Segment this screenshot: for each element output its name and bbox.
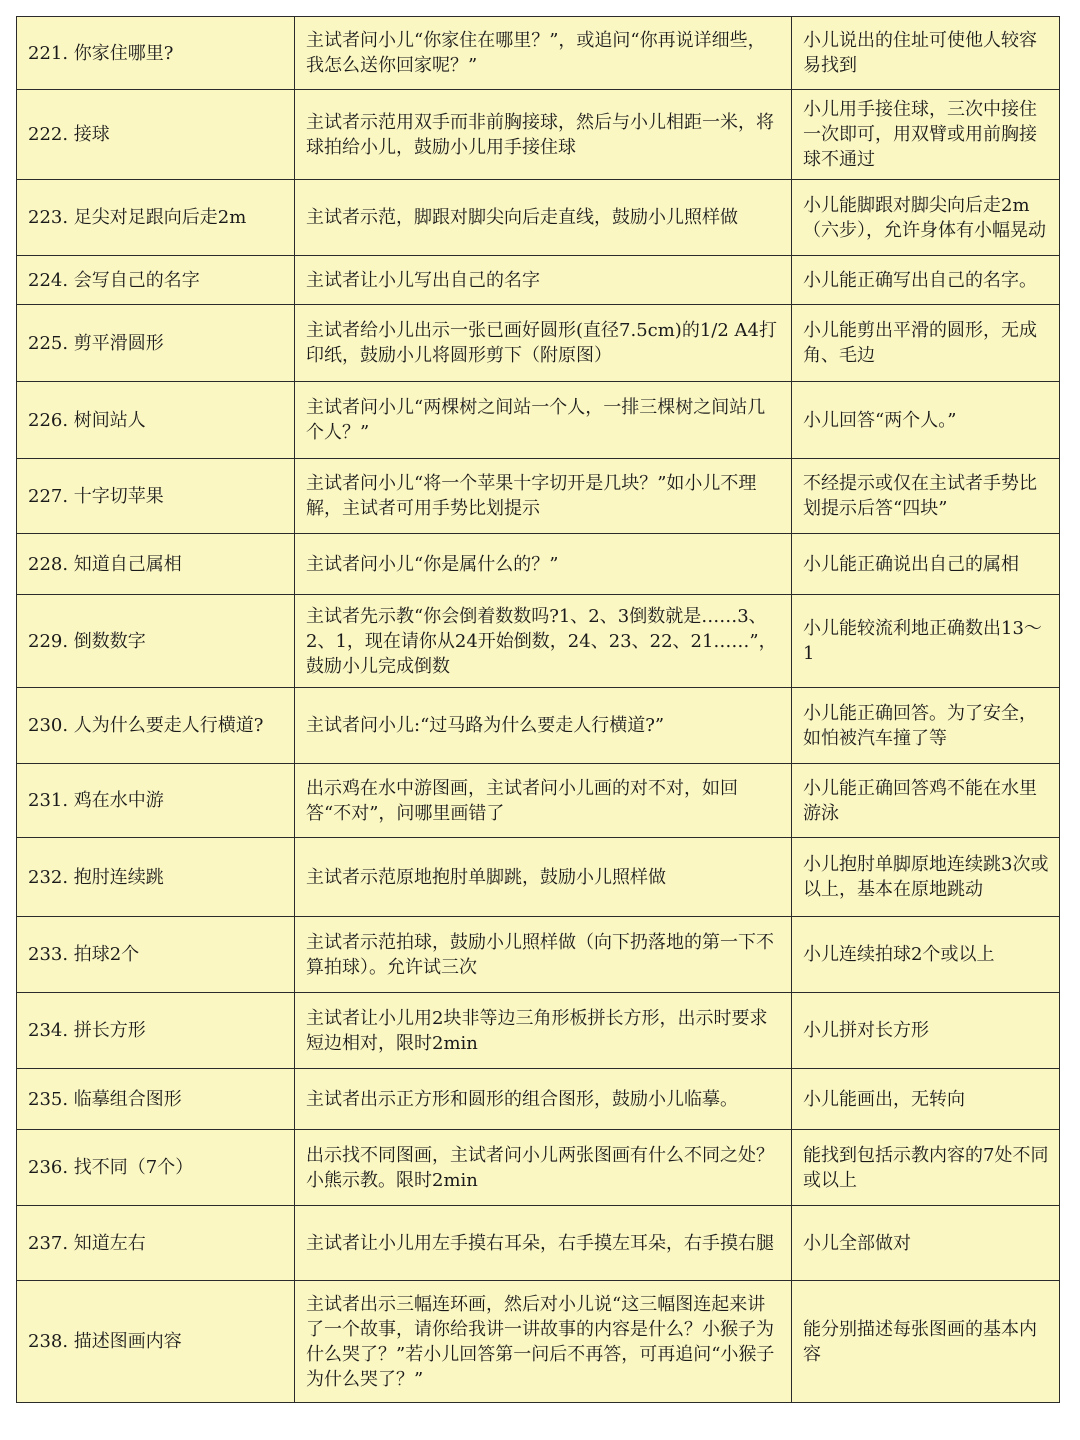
table-row [17, 534, 1060, 595]
pass-criterion-cell: 小儿抱肘单脚原地连续跳3次或以上，基本在原地跳动 [792, 838, 1060, 917]
item-name-cell: 227. 十字切苹果 [17, 459, 295, 534]
test-method-cell: 主试者问小儿“将一个苹果十字切开是几块？”如小儿不理解，主试者可用手势比划提示 [295, 459, 792, 534]
pass-criterion-cell: 小儿能脚跟对脚尖向后走2m（六步），允许身体有小幅晃动 [792, 180, 1060, 256]
test-method-cell: 出示鸡在水中游图画，主试者问小儿画的对不对，如回答“不对”，问哪里画错了 [295, 764, 792, 838]
pass-criterion-cell: 能找到包括示教内容的7处不同或以上 [792, 1130, 1060, 1206]
test-method-cell: 主试者让小儿用2块非等边三角形板拼长方形，出示时要求短边相对，限时2min [295, 993, 792, 1069]
table-row [17, 17, 1060, 90]
pass-criterion-cell: 小儿用手接住球，三次中接住一次即可，用双臂或用前胸接球不通过 [792, 90, 1060, 180]
item-name-cell: 229. 倒数数字 [17, 595, 295, 688]
pass-criterion-cell: 小儿能正确回答鸡不能在水里游泳 [792, 764, 1060, 838]
pass-criterion-cell: 小儿能正确说出自己的属相 [792, 534, 1060, 595]
pass-criterion-cell: 小儿拼对长方形 [792, 993, 1060, 1069]
pass-criterion-cell: 小儿能正确写出自己的名字。 [792, 256, 1060, 305]
table-row [17, 688, 1060, 764]
test-method-cell: 主试者问小儿“两棵树之间站一个人，一排三棵树之间站几个人？” [295, 382, 792, 459]
table-row [17, 764, 1060, 838]
item-name-cell: 224. 会写自己的名字 [17, 256, 295, 305]
table-row [17, 917, 1060, 993]
pass-criterion-cell: 小儿能剪出平滑的圆形，无成角、毛边 [792, 305, 1060, 382]
item-name-cell: 231. 鸡在水中游 [17, 764, 295, 838]
item-name-cell: 228. 知道自己属相 [17, 534, 295, 595]
pass-criterion-cell: 小儿能较流利地正确数出13～1 [792, 595, 1060, 688]
table-row [17, 305, 1060, 382]
test-method-cell: 主试者示范用双手而非前胸接球，然后与小儿相距一米，将球拍给小儿，鼓励小儿用手接住球 [295, 90, 792, 180]
pass-criterion-cell: 小儿说出的住址可使他人较容易找到 [792, 17, 1060, 90]
test-method-cell: 主试者先示教“你会倒着数数吗?1、2、3倒数就是……3、2、1，现在请你从24开始倒数，24、23、22、21……”，鼓励小儿完成倒数 [295, 595, 792, 688]
pass-criterion-cell: 不经提示或仅在主试者手势比划提示后答“四块” [792, 459, 1060, 534]
item-name-cell: 234. 拼长方形 [17, 993, 295, 1069]
assessment-table [16, 16, 1060, 1403]
table-row [17, 838, 1060, 917]
table-row [17, 256, 1060, 305]
table-row [17, 1206, 1060, 1281]
item-name-cell: 238. 描述图画内容 [17, 1281, 295, 1403]
test-method-cell: 主试者问小儿“你是属什么的？” [295, 534, 792, 595]
table-row [17, 90, 1060, 180]
table-row [17, 180, 1060, 256]
item-name-cell: 233. 拍球2个 [17, 917, 295, 993]
test-method-cell: 主试者问小儿:“过马路为什么要走人行横道?” [295, 688, 792, 764]
item-name-cell: 230. 人为什么要走人行横道? [17, 688, 295, 764]
table-row [17, 1281, 1060, 1403]
table-row [17, 382, 1060, 459]
test-method-cell: 主试者问小儿“你家住在哪里？”，或追问“你再说详细些，我怎么送你回家呢？” [295, 17, 792, 90]
item-name-cell: 226. 树间站人 [17, 382, 295, 459]
test-method-cell: 主试者示范原地抱肘单脚跳，鼓励小儿照样做 [295, 838, 792, 917]
test-method-cell: 主试者给小儿出示一张已画好圆形(直径7.5cm)的1/2 A4打印纸，鼓励小儿将圆形剪下（附原图） [295, 305, 792, 382]
test-method-cell: 主试者出示三幅连环画，然后对小儿说“这三幅图连起来讲了一个故事，请你给我讲一讲故事的内容是什么？小猴子为什么哭了？”若小儿回答第一问后不再答，可再追问“小猴子为什么哭了？” [295, 1281, 792, 1403]
pass-criterion-cell: 小儿全部做对 [792, 1206, 1060, 1281]
pass-criterion-cell: 能分别描述每张图画的基本内容 [792, 1281, 1060, 1403]
pass-criterion-cell: 小儿能正确回答。为了安全，如怕被汽车撞了等 [792, 688, 1060, 764]
table-row [17, 1069, 1060, 1130]
item-name-cell: 222. 接球 [17, 90, 295, 180]
item-name-cell: 223. 足尖对足跟向后走2m [17, 180, 295, 256]
item-name-cell: 236. 找不同（7个） [17, 1130, 295, 1206]
item-name-cell: 225. 剪平滑圆形 [17, 305, 295, 382]
pass-criterion-cell: 小儿能画出，无转向 [792, 1069, 1060, 1130]
test-method-cell: 主试者示范，脚跟对脚尖向后走直线，鼓励小儿照样做 [295, 180, 792, 256]
test-method-cell: 主试者示范拍球，鼓励小儿照样做（向下扔落地的第一下不算拍球）。允许试三次 [295, 917, 792, 993]
item-name-cell: 221. 你家住哪里? [17, 17, 295, 90]
item-name-cell: 237. 知道左右 [17, 1206, 295, 1281]
table-row [17, 459, 1060, 534]
table-row [17, 993, 1060, 1069]
test-method-cell: 出示找不同图画，主试者问小儿两张图画有什么不同之处？小熊示教。限时2min [295, 1130, 792, 1206]
test-method-cell: 主试者让小儿写出自己的名字 [295, 256, 792, 305]
test-method-cell: 主试者出示正方形和圆形的组合图形，鼓励小儿临摹。 [295, 1069, 792, 1130]
pass-criterion-cell: 小儿回答“两个人。” [792, 382, 1060, 459]
table-row [17, 595, 1060, 688]
item-name-cell: 235. 临摹组合图形 [17, 1069, 295, 1130]
test-method-cell: 主试者让小儿用左手摸右耳朵，右手摸左耳朵，右手摸右腿 [295, 1206, 792, 1281]
table-row [17, 1130, 1060, 1206]
item-name-cell: 232. 抱肘连续跳 [17, 838, 295, 917]
pass-criterion-cell: 小儿连续拍球2个或以上 [792, 917, 1060, 993]
